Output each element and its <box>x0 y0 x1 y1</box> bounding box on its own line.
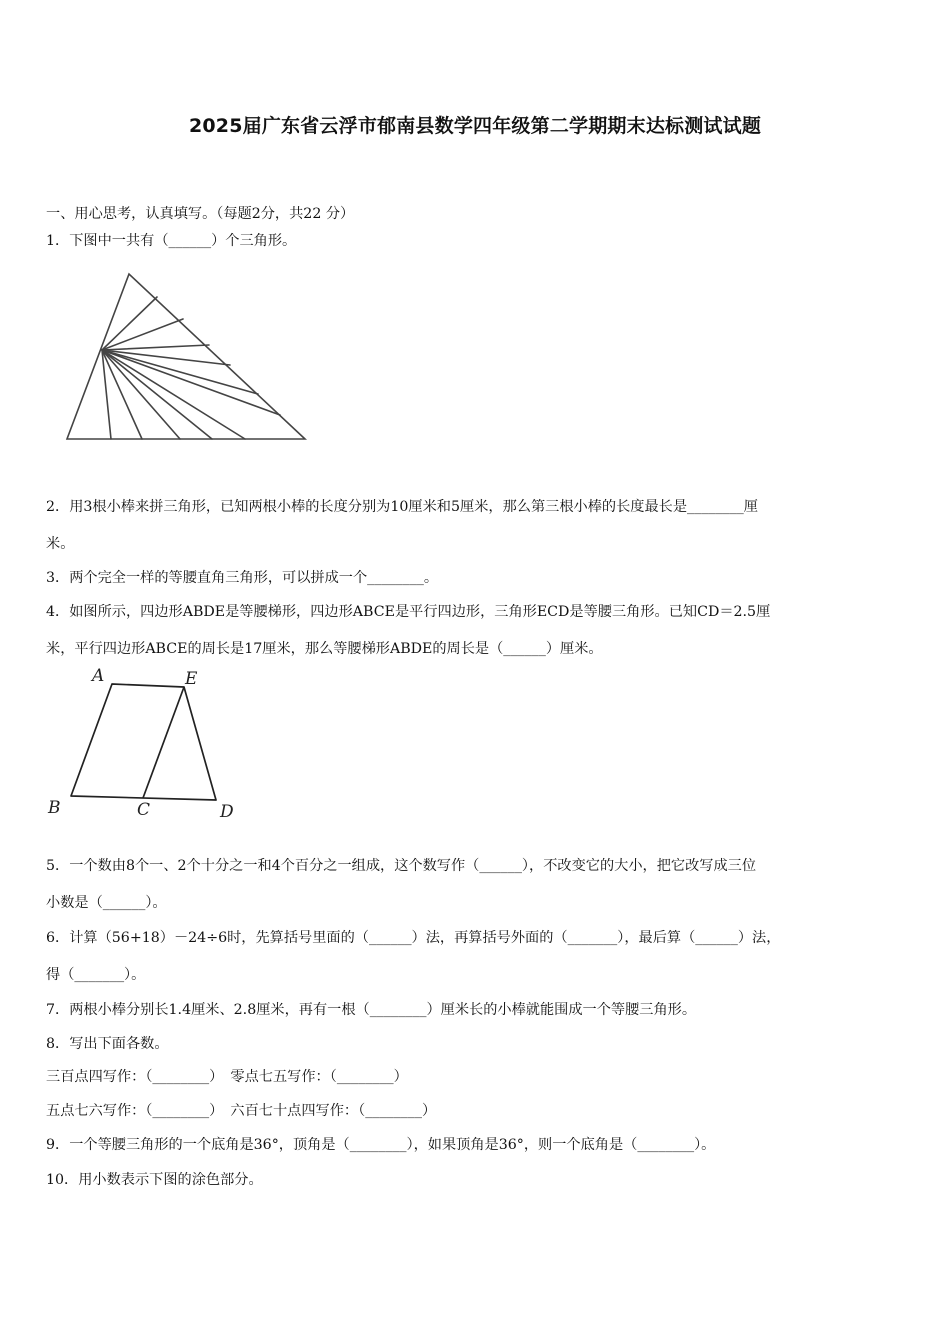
question-2-line-1: 2．用3根小棒来拼三角形，已知两根小棒的长度分别为10厘米和5厘米，那么第三根小棒的长度最长是________厘 <box>46 499 758 515</box>
trapezoid-figure <box>40 662 250 822</box>
question-8-row-2: 五点七六写作：（________） 六百七十点四写作：（________） <box>46 1103 437 1119</box>
question-5-line-2: 小数是（______）。 <box>46 895 167 911</box>
question-9: 9．一个等腰三角形的一个底角是36°，顶角是（________），如果顶角是36°，则一个底角是（________）。 <box>46 1137 716 1153</box>
question-4-line-2: 米，平行四边形ABCE的周长是17厘米，那么等腰梯形ABDE的周长是（______）厘米。 <box>46 641 603 657</box>
question-5-line-1: 5．一个数由8个一、2个十分之一和4个百分之一组成，这个数写作（______），不改变它的大小，把它改写成三位 <box>46 858 757 874</box>
question-8-row-1: 三百点四写作：（________） 零点七五写作：（________） <box>46 1069 408 1085</box>
question-7: 7．两根小棒分别长1.4厘米、2.8厘米，再有一根（________）厘米长的小棒就能围成一个等腰三角形。 <box>46 1002 697 1018</box>
label-d: D <box>220 802 234 822</box>
question-10: 10．用小数表示下图的涂色部分。 <box>46 1172 263 1188</box>
question-6-line-1: 6．计算（56+18）－24÷6时，先算括号里面的（______）法，再算括号外面的（_______），最后算（______）法， <box>46 930 781 946</box>
label-e: E <box>185 669 198 689</box>
label-a: A <box>92 666 105 686</box>
question-4-line-1: 4．如图所示，四边形ABDE是等腰梯形，四边形ABCE是平行四边形，三角形ECD是等腰三角形。已知CD＝2.5厘 <box>46 604 771 620</box>
triangle-fan-figure <box>60 268 312 446</box>
question-1: 1．下图中一共有（______）个三角形。 <box>46 233 297 249</box>
question-8: 8．写出下面各数。 <box>46 1036 169 1052</box>
question-2-line-2: 米。 <box>46 536 75 552</box>
question-3: 3．两个完全一样的等腰直角三角形，可以拼成一个________。 <box>46 570 439 586</box>
label-b: B <box>48 798 61 818</box>
page-title: 2025届广东省云浮市郁南县数学四年级第二学期期末达标测试试题 <box>188 115 762 137</box>
question-6-line-2: 得（_______）。 <box>46 967 146 983</box>
label-c: C <box>137 800 151 820</box>
section-heading: 一、用心思考，认真填写。（每题2分，共22 分） <box>46 206 355 222</box>
